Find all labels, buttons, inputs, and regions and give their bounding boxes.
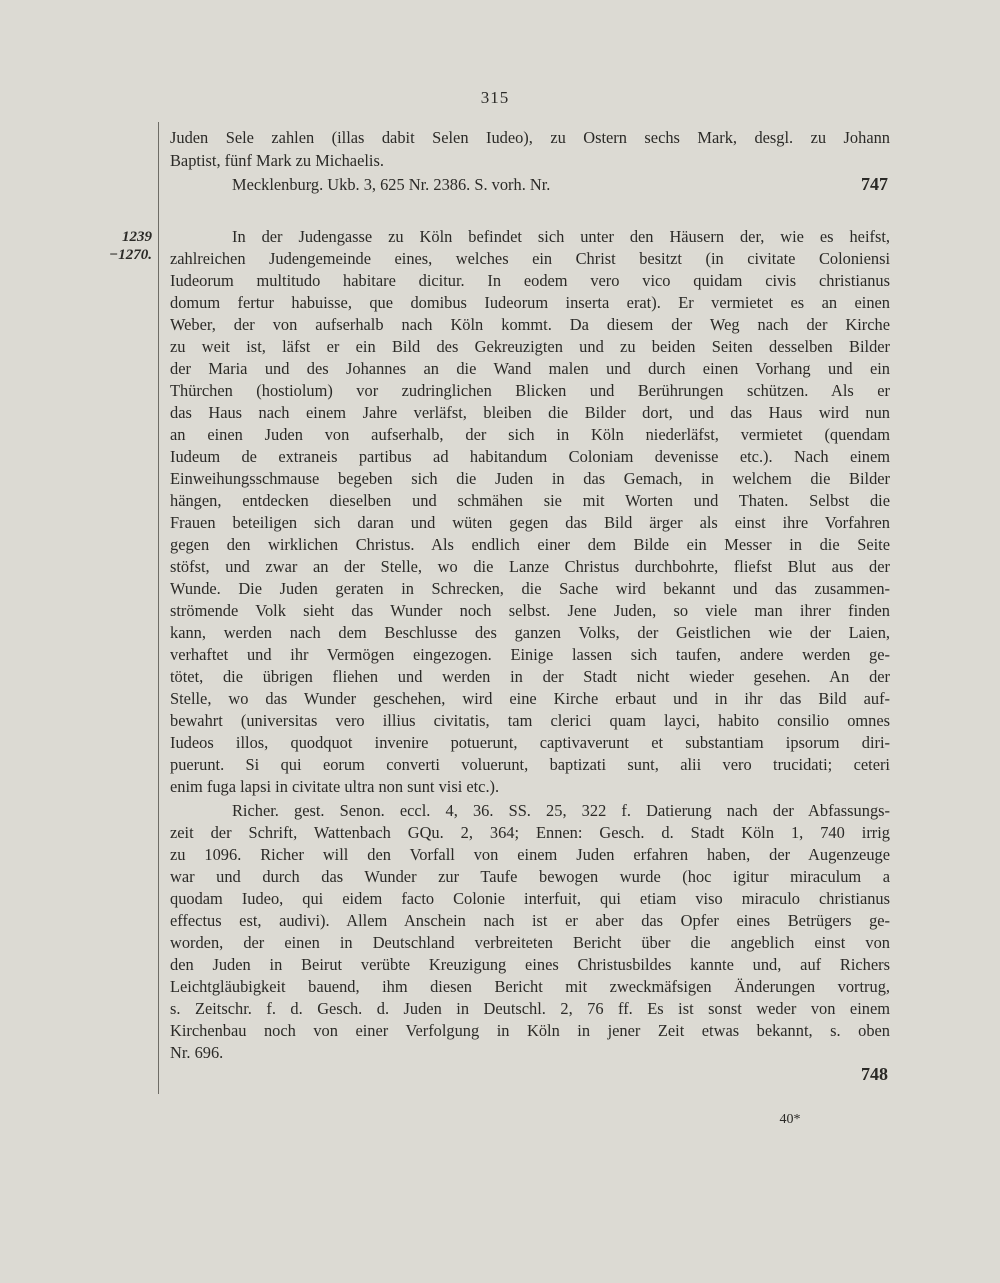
text-line: zu weit ist, läfst er ein Bild des Gekreuzigten und zu beiden Seiten desselben Bilder — [170, 337, 890, 356]
text-line: Frauen beteiligen sich daran und wüten gegen das Bild ärger als einst ihre Vorfahren — [170, 513, 890, 532]
entry-number: 747 — [861, 174, 888, 194]
text-line: effectus est, audivi). Allem Anschein nach ist er aber das Opfer eines Betrügers ge- — [170, 911, 890, 930]
text-line: Stelle, wo das Wunder geschehen, wird eine Kirche erbaut und in ihr das Bild auf- — [170, 689, 890, 708]
signature-mark: 40* — [779, 1112, 801, 1127]
text-line: zeit der Schrift, Wattenbach GQu. 2, 364; Ennen: Gesch. d. Stadt Köln 1, 740 irrig — [170, 823, 890, 842]
text-line: an einen Juden von aufserhalb, der sich in Köln niederläfst, vermietet (quendam — [170, 425, 890, 444]
text-line: hängen, entdecken dieselben und schmähen sie mit Worten und Thaten. Selbst die — [170, 491, 890, 510]
text-line: Einweihungsschmause begeben sich die Juden in das Gemach, in welchem die Bilder — [170, 469, 890, 488]
text-line: Thürchen (hostiolum) vor zudringlichen Blicken und Berührungen schützen. Als er — [170, 381, 890, 400]
text-line: enim fuga lapsi in civitate ultra non sunt visi etc.). — [170, 777, 500, 796]
margin-rule — [158, 122, 159, 1094]
text-line: quodam Iudeo, qui eidem facto Colonie interfuit, qui etiam viso miraculo christianus — [170, 889, 890, 908]
text-line: s. Zeitschr. f. d. Gesch. d. Juden in Deutschl. 2, 76 ff. Es ist sonst weder von einem — [170, 999, 890, 1018]
text-line: bewahrt (universitas vero illius civitatis, tam clerici quam layci, habito consilio omnes — [170, 711, 890, 730]
text-line: der Maria und des Johannes an die Wand malen und durch einen Vorhang und ein — [170, 359, 890, 378]
text-line: Richer. gest. Senon. eccl. 4, 36. SS. 25, 322 f. Datierung nach der Abfassungs- — [232, 801, 890, 820]
text-line: puerunt. Si qui eorum converti voluerunt, baptizati sunt, alii vero trucidati; ceteri — [170, 755, 890, 774]
marginal-date-start: 1239 — [122, 229, 152, 245]
text-line: gegen den wirklichen Christus. Als endlich einer dem Bilde ein Messer in die Seite — [170, 535, 890, 554]
text-line: Juden Sele zahlen (illas dabit Selen Iudeo), zu Ostern sechs Mark, desgl. zu Johann — [170, 128, 890, 147]
text-line: strömende Volk sieht das Wunder noch selbst. Jene Juden, so viele man ihrer finden — [170, 601, 890, 620]
text-line: zahlreichen Judengemeinde eines, welches ein Christ besitzt (in civitate Coloniensi — [170, 249, 890, 268]
text-line: Nr. 696. — [170, 1043, 224, 1062]
text-line: Iudeorum multitudo habitare dicitur. In eodem vero vico quidam civis christianus — [170, 271, 890, 290]
text-line: Leichtgläubigkeit bauend, ihm diesen Bericht mit zweckmäfsigen Änderungen vortrug, — [170, 977, 890, 996]
text-line: In der Judengasse zu Köln befindet sich unter den Häusern der, wie es heifst, — [232, 227, 890, 246]
text-line: Weber, der von aufserhalb nach Köln kommt. Da diesem der Weg nach der Kirche — [170, 315, 890, 334]
text-line: kann, werden nach dem Beschlusse des ganzen Volks, der Geistlichen wie der Laien, — [170, 623, 890, 642]
text-line: Iudeum de extraneis partibus ad habitandum Coloniam devenisse etc.). Nach einem — [170, 447, 890, 466]
text-line: zu 1096. Richer will den Vorfall von einem Juden erfahren haben, der Augenzeuge — [170, 845, 890, 864]
text-line: war und durch das Wunder zur Taufe bewogen wurde (hoc igitur miraculum a — [170, 867, 890, 886]
text-line: verhaftet und ihr Vermögen eingezogen. Einige lassen sich taufen, andere werden ge- — [170, 645, 890, 664]
text-line: Kirchenbau noch von einer Verfolgung in Köln in jener Zeit etwas bekannt, s. oben — [170, 1021, 890, 1040]
text-line: das Haus nach einem Jahre verläfst, bleiben die Bilder dort, und das Haus wird nun — [170, 403, 890, 422]
marginal-date-end: −1270. — [109, 247, 152, 263]
text-line: Wunde. Die Juden geraten in Schrecken, die Sache wird bekannt und das zusammen- — [170, 579, 890, 598]
entry-number: 748 — [861, 1064, 888, 1084]
text-line: Baptist, fünf Mark zu Michaelis. — [170, 151, 384, 170]
text-line: stöfst, und zwar an der Stelle, wo die Lanze Christus durchbohrte, fliefst Blut aus der — [170, 557, 890, 576]
source-citation: Mecklenburg. Ukb. 3, 625 Nr. 2386. S. vorh. Nr. — [232, 175, 551, 194]
text-line: Iudeos illos, quodquot invenire potuerunt, captivaverunt et substantiam ipsorum diri- — [170, 733, 890, 752]
text-line: den Juden in Beirut verübte Kreuzigung eines Christusbildes kannte und, auf Richers — [170, 955, 890, 974]
page-number: 315 — [480, 88, 510, 107]
text-line: worden, der einen in Deutschland verbreiteten Bericht über die angeblich einst von — [170, 933, 890, 952]
text-line: domum fertur habuisse, que domibus Iudeorum inserta erat). Er vermietet es an einen — [170, 293, 890, 312]
text-line: tötet, die übrigen fliehen und werden in der Stadt nicht wieder gesehen. An der — [170, 667, 890, 686]
